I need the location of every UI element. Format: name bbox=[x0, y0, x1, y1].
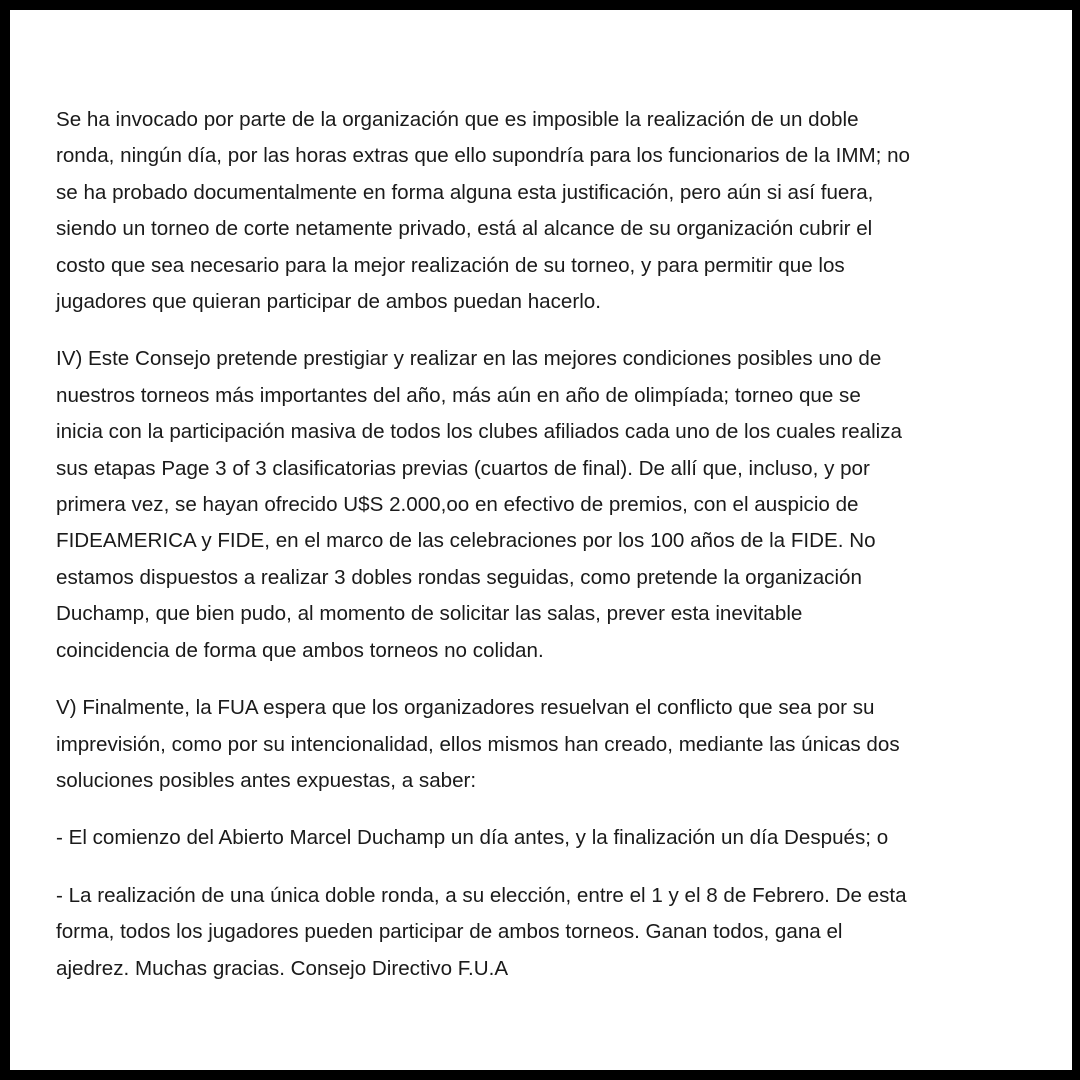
text-line: jugadores que quieran participar de ambos puedan hacerlo. bbox=[56, 290, 601, 314]
text-line: primera vez, se hayan ofrecido U$S 2.000,oo en efectivo de premios, con el auspicio de bbox=[56, 493, 859, 517]
text-line: Se ha invocado por parte de la organización que es imposible la realización de un doble bbox=[56, 108, 859, 131]
text-line: siendo un torneo de corte netamente privado, está al alcance de su organización cubrir el bbox=[56, 217, 873, 241]
text-line: - La realización de una única doble ronda, a su elección, entre el 1 y el 8 de Febrero. De esta bbox=[56, 883, 907, 907]
text-line: estamos dispuestos a realizar 3 dobles rondas seguidas, como pretende la organización bbox=[56, 565, 862, 589]
text-line: Duchamp, que bien pudo, al momento de solicitar las salas, prever esta inevitable bbox=[56, 602, 803, 626]
text-line: sus etapas Page 3 of 3 clasificatorias previas (cuartos de final). De allí que, incluso, y por bbox=[56, 456, 870, 480]
text-line: costo que sea necesario para la mejor realización de su torneo, y para permitir que los bbox=[56, 253, 845, 277]
document-body bbox=[56, 102, 1051, 1008]
text-line: forma, todos los jugadores pueden participar de ambos torneos. Ganan todos, gana el bbox=[56, 920, 843, 944]
paragraph-intro bbox=[56, 102, 1051, 320]
text-line: IV) Este Consejo pretende prestigiar y realizar en las mejores condiciones posibles uno de bbox=[56, 347, 882, 371]
text-line: ajedrez. Muchas gracias. Consejo Directivo F.U.A bbox=[56, 956, 509, 980]
text-line: - El comienzo del Abierto Marcel Duchamp un día antes, y la finalización un día Después; o bbox=[56, 826, 889, 850]
text-line: soluciones posibles antes expuestas, a saber: bbox=[56, 768, 477, 792]
text-line: V) Finalmente, la FUA espera que los organizadores resuelvan el conflicto que sea por su bbox=[56, 696, 875, 720]
text-line: nuestros torneos más importantes del año, más aún en año de olimpíada; torneo que se bbox=[56, 383, 861, 407]
text-line: coincidencia de forma que ambos torneos no colidan. bbox=[56, 638, 544, 662]
text-line: FIDEAMERICA y FIDE, en el marco de las celebraciones por los 100 años de la FIDE. No bbox=[56, 529, 876, 553]
paragraph-option-2 bbox=[56, 878, 1051, 987]
paragraph-section-iv bbox=[56, 341, 1051, 669]
paragraph-option-1 bbox=[56, 820, 1051, 856]
text-line: ronda, ningún día, por las horas extras que ello supondría para los funcionarios de la IMM; no bbox=[56, 144, 911, 168]
text-line: imprevisión, como por su intencionalidad, ellos mismos han creado, mediante las únicas dos bbox=[56, 732, 900, 756]
text-line: se ha probado documentalmente en forma alguna esta justificación, pero aún si así fuera, bbox=[56, 180, 874, 204]
text-line: inicia con la participación masiva de todos los clubes afiliados cada uno de los cuales realiza bbox=[56, 420, 902, 444]
paragraph-section-v bbox=[56, 690, 1051, 799]
